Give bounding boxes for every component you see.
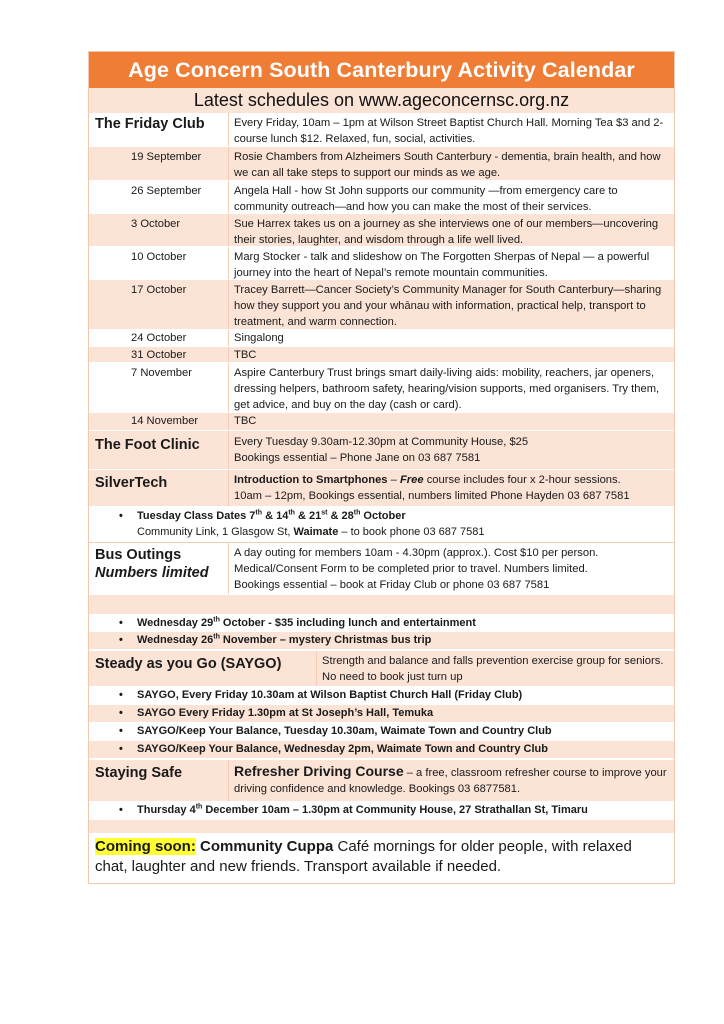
- event-row: [89, 247, 674, 280]
- silvertech-dates-row: [89, 507, 674, 542]
- event-row: [89, 363, 674, 413]
- event-date: 26 September: [89, 181, 229, 213]
- friday-club-row: [89, 113, 674, 147]
- location-text: Community Link, 1 Glasgow St,: [137, 526, 294, 538]
- bullet-icon: •: [119, 689, 123, 701]
- calendar-title: Age Concern South Canterbury Activity Calendar: [89, 52, 674, 88]
- event-date: 7 November: [89, 363, 229, 412]
- bus-trip: [89, 615, 674, 631]
- bus-outings-line: A day outing for members 10am - 4.30pm (approx.). Cost $10 per person.: [234, 547, 599, 559]
- bus-outings-heading: [89, 543, 229, 594]
- section-name-silvertech: SilverTech: [89, 470, 229, 506]
- section-name-bus-outings: Bus Outings: [95, 547, 182, 563]
- silvertech-details: [229, 470, 674, 506]
- event-date: 14 November: [89, 413, 229, 430]
- trip-text: Wednesday 26: [137, 634, 214, 646]
- spacer-row: [89, 820, 674, 834]
- section-name-staying-safe: Staying Safe: [89, 760, 229, 801]
- saygo-session: [89, 687, 674, 704]
- dates-text: & 21: [294, 510, 322, 522]
- ordinal: st: [321, 509, 328, 517]
- foot-clinic-schedule: Every Tuesday 9.30am-12.30pm at Community House, $25: [234, 436, 529, 448]
- location-town: Waimate: [293, 526, 339, 538]
- bullet-icon: •: [119, 725, 123, 737]
- spacer-row: [89, 595, 674, 615]
- event-date: 19 September: [89, 147, 229, 180]
- session-text: December 10am – 1.30pm at Community House, 27 Strathallan St, Timaru: [202, 804, 588, 816]
- event-row: [89, 280, 674, 330]
- dates-text: October: [360, 510, 406, 522]
- event-date: 24 October: [89, 330, 229, 346]
- saygo-session: [89, 741, 674, 758]
- saygo-session-row: [89, 741, 674, 759]
- driving-course-title: Refresher Driving Course: [234, 763, 404, 779]
- event-date: 10 October: [89, 247, 229, 279]
- trip-text: November – mystery Christmas bus trip: [219, 634, 432, 646]
- event-row: [89, 413, 674, 431]
- event-row: [89, 214, 674, 247]
- session-text: SAYGO/Keep Your Balance, Wednesday 2pm, Waimate Town and Country Club: [137, 743, 548, 755]
- staying-safe-session-row: [89, 802, 674, 820]
- bus-trip-row: [89, 632, 674, 650]
- event-text: Singalong: [234, 332, 284, 344]
- ordinal: th: [213, 633, 220, 641]
- event-row: [89, 181, 674, 214]
- silvertech-dates: [89, 507, 674, 541]
- foot-clinic-booking: Bookings essential – Phone Jane on 03 687 7581: [234, 452, 481, 464]
- driving-course-description: – a free, classroom refresher course to improve your driving confidence and knowledge. Bookings 03 6877581.: [234, 767, 667, 795]
- event-text: Aspire Canterbury Trust brings smart daily-living aids: mobility, reachers, jar openers, dressing helpers, bathroom safety, hearing/vision supports, med organisers. Try them, get advice, and buy on the day (cash or card).: [234, 367, 660, 411]
- dash: –: [387, 474, 400, 486]
- event-text: Marg Stocker - talk and slideshow on The Forgotten Sherpas of Nepal — a powerful journey into the heart of Nepal’s remote mountain communities.: [234, 251, 650, 279]
- event-date: 3 October: [89, 214, 229, 246]
- trip-text: Wednesday 29: [137, 617, 214, 629]
- session-text: Thursday 4: [137, 804, 196, 816]
- ordinal: th: [195, 803, 203, 811]
- bus-outings-details: [229, 543, 674, 594]
- saygo-session-row: [89, 723, 674, 741]
- silvertech-course-title: Introduction to Smartphones: [234, 474, 388, 486]
- staying-safe-row: [89, 759, 674, 802]
- saygo-description: Strength and balance and falls prevention exercise group for seniors. No need to book just turn up: [322, 655, 664, 683]
- silvertech-row: [89, 470, 674, 507]
- event-text: Angela Hall - how St John supports our community —from emergency care to community outreach—and how you can make the most of their services.: [234, 185, 618, 213]
- website-subtitle: Latest schedules on www.ageconcernsc.org.nz: [89, 88, 674, 113]
- event-row: [89, 147, 674, 181]
- event-text: Rosie Chambers from Alzheimers South Canterbury - dementia, brain health, and how we can all take steps to support our minds as we age.: [234, 151, 661, 179]
- staying-safe-session: [89, 802, 674, 819]
- section-name-friday-club: The Friday Club: [89, 113, 229, 146]
- staying-safe-details: [229, 760, 674, 801]
- bus-trip: [89, 632, 674, 649]
- foot-clinic-details: [229, 431, 674, 469]
- free-label: Free: [399, 474, 424, 486]
- dates-text: Tuesday Class Dates 7: [137, 510, 256, 522]
- section-name-foot-clinic: The Foot Clinic: [89, 431, 229, 469]
- bus-outings-row: [89, 542, 674, 595]
- bullet-icon: •: [119, 617, 123, 629]
- saygo-session: [89, 723, 674, 740]
- bullet-icon: •: [119, 707, 123, 719]
- section-name-saygo: Steady as you Go (SAYGO): [89, 651, 317, 686]
- saygo-row: [89, 650, 674, 687]
- event-text: Tracey Barrett—Cancer Society’s Community Manager for South Canterbury—sharing how they support you and your whānau with information, practical help, transport to treatment, and warm connection.: [234, 284, 662, 328]
- event-text: Sue Harrex takes us on a journey as she interviews one of our members—uncovering their stories, laughter, and wisdom through a life well lived.: [234, 218, 659, 246]
- location-phone: – to book phone 03 687 7581: [338, 526, 485, 538]
- silvertech-location: [119, 524, 674, 540]
- event-text: TBC: [234, 349, 257, 361]
- silvertech-booking: 10am – 12pm, Bookings essential, numbers limited Phone Hayden 03 687 7581: [234, 490, 630, 502]
- bus-outings-line: Medical/Consent Form to be completed prior to travel. Numbers limited.: [234, 563, 588, 575]
- saygo-session-row: [89, 705, 674, 723]
- event-row: [89, 330, 674, 347]
- coming-soon-row: [89, 834, 674, 883]
- bus-trip-row: [89, 615, 674, 632]
- course-description: course includes four x 2-hour sessions.: [423, 474, 621, 486]
- event-date: 31 October: [89, 347, 229, 362]
- community-cuppa-title: Community Cuppa: [195, 838, 334, 855]
- foot-clinic-row: [89, 431, 674, 470]
- session-text: SAYGO/Keep Your Balance, Tuesday 10.30am, Waimate Town and Country Club: [137, 725, 552, 737]
- bus-outings-line: Bookings essential – book at Friday Club or phone 03 687 7581: [234, 579, 550, 591]
- coming-soon-label: Coming soon:: [95, 838, 196, 855]
- ordinal: th: [288, 509, 295, 517]
- coming-soon-text: [89, 834, 674, 882]
- activity-calendar-table: [88, 51, 675, 884]
- ordinal: th: [353, 509, 361, 517]
- ordinal: th: [255, 509, 263, 517]
- dates-text: & 28: [327, 510, 354, 522]
- community-cuppa-description: Café mornings for older people, with relaxed chat, laughter and new friends. Transport available if needed.: [95, 838, 632, 875]
- bullet-icon: •: [119, 804, 123, 816]
- session-text: SAYGO, Every Friday 10.30am at Wilson Baptist Church Hall (Friday Club): [137, 689, 523, 701]
- event-text: TBC: [234, 415, 257, 427]
- trip-text: October - $35 including lunch and entertainment: [219, 617, 476, 629]
- friday-club-description: Every Friday, 10am – 1pm at Wilson Street Baptist Church Hall. Morning Tea $3 and 2-course lunch $12. Relaxed, fun, social, activities.: [234, 117, 664, 145]
- dates-text: & 14: [262, 510, 289, 522]
- bullet-icon: •: [119, 510, 123, 522]
- session-text: SAYGO Every Friday 1.30pm at St Joseph’s Hall, Temuka: [137, 707, 434, 719]
- ordinal: th: [213, 616, 220, 624]
- event-row: [89, 347, 674, 363]
- saygo-session: [89, 705, 674, 722]
- bullet-icon: •: [119, 743, 123, 755]
- numbers-limited-label: Numbers limited: [95, 565, 209, 581]
- bullet-icon: •: [119, 634, 123, 646]
- saygo-session-row: [89, 687, 674, 705]
- event-date: 17 October: [89, 280, 229, 329]
